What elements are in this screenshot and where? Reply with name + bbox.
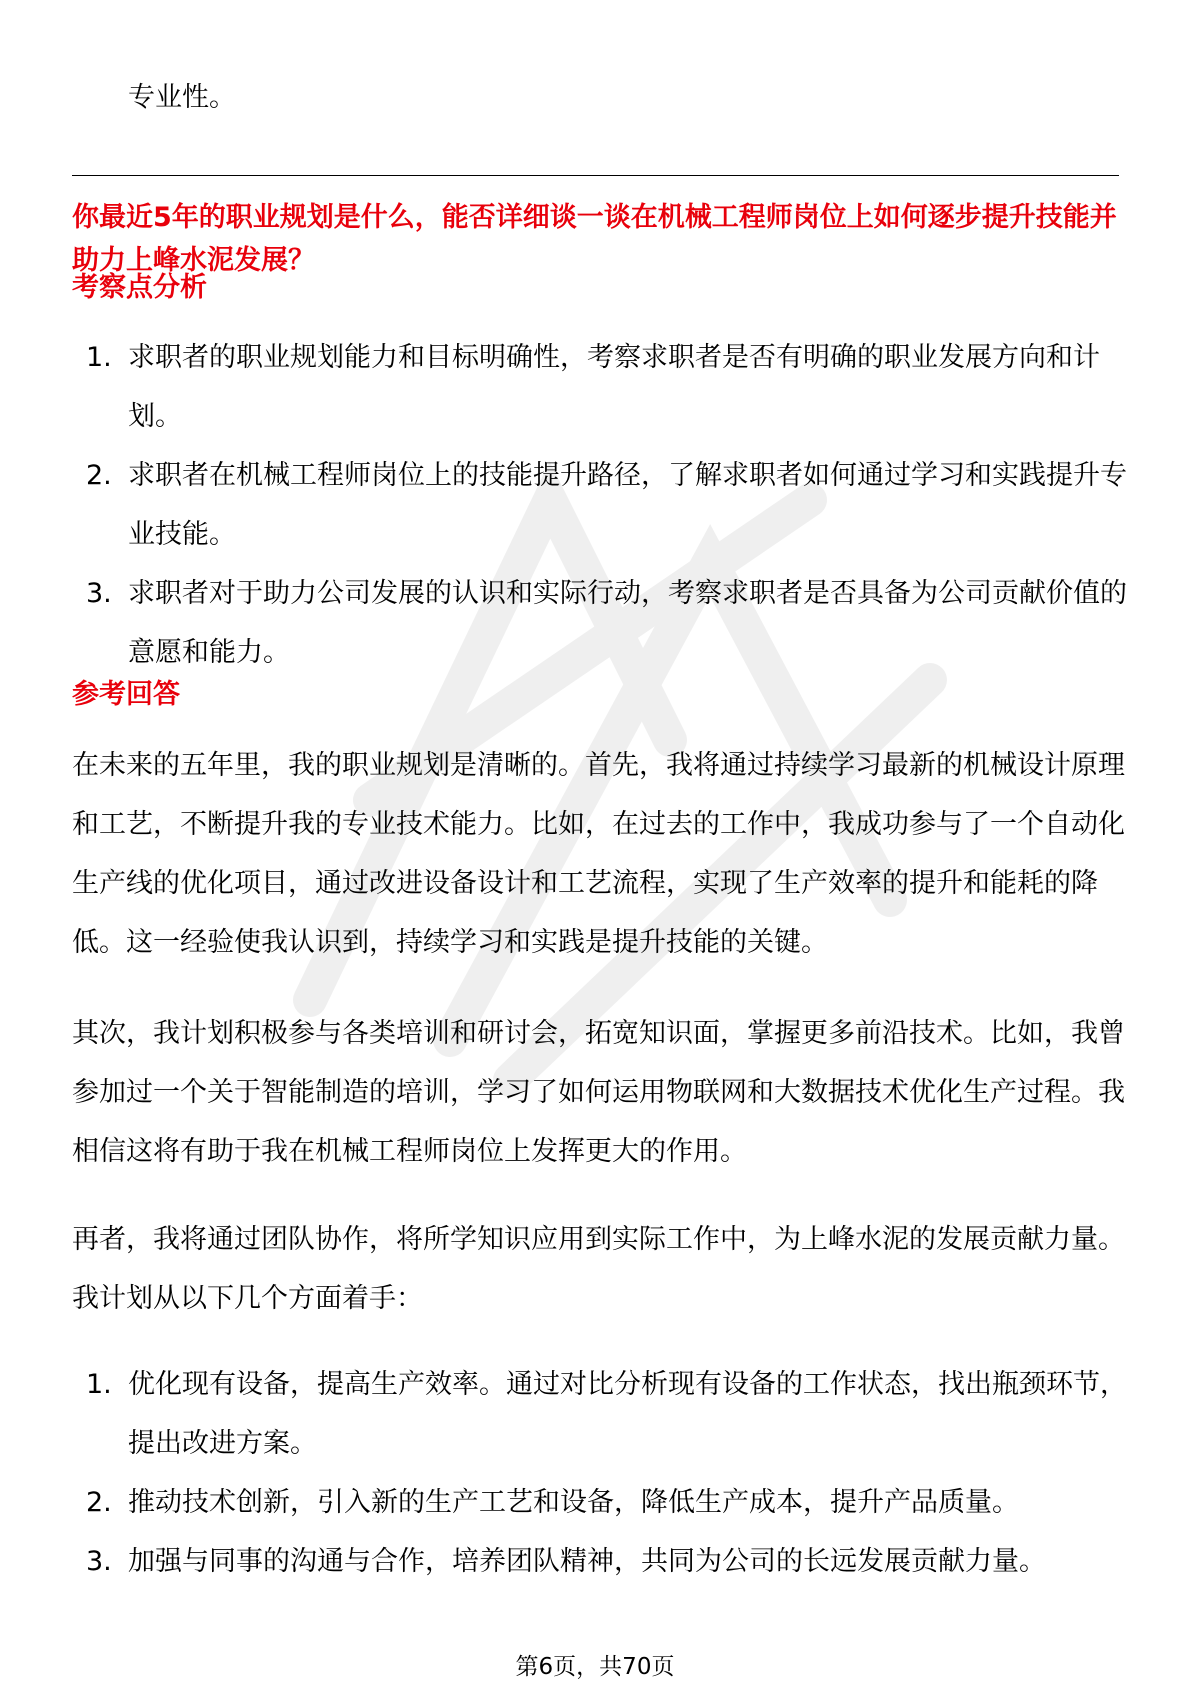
list-item: 1. 求职者的职业规划能力和目标明确性，考察求职者是否有明确的职业发展方向和计划。 bbox=[86, 342, 1100, 432]
list-item: 1. 优化现有设备，提高生产效率。通过对比分析现有设备的工作状态，找出瓶颈环节，提出改进方案。 bbox=[86, 1369, 1127, 1459]
list-item: 3. 加强与同事的沟通与合作，培养团队精神，共同为公司的长远发展贡献力量。 bbox=[86, 1546, 1046, 1577]
section-divider bbox=[72, 175, 1119, 176]
page-footer: 第6页，共70页 bbox=[515, 1654, 675, 1680]
list-item: 3. 求职者对于助力公司发展的认识和实际行动，考察求职者是否具备为公司贡献价值的意愿和能力。 bbox=[86, 578, 1127, 668]
answer-paragraph: 其次，我计划积极参与各类培训和研讨会，拓宽知识面，掌握更多前沿技术。比如，我曾参加过一个关于智能制造的培训，学习了如何运用物联网和大数据技术优化生产过程。我相信这将有助于我在机械工程师岗位上发挥更大的作用。 bbox=[72, 1018, 1125, 1167]
interview-question: 你最近5年的职业规划是什么，能否详细谈一谈在机械工程师岗位上如何逐步提升技能并助力上峰水泥发展？ bbox=[72, 202, 1117, 276]
continued-text: 专业性。 bbox=[128, 82, 236, 113]
answer-list bbox=[72, 1355, 1132, 1591]
answer-paragraph: 再者，我将通过团队协作，将所学知识应用到实际工作中，为上峰水泥的发展贡献力量。我计划从以下几个方面着手： bbox=[72, 1224, 1125, 1314]
analysis-heading: 考察点分析 bbox=[72, 272, 207, 303]
answer-paragraph: 在未来的五年里，我的职业规划是清晰的。首先，我将通过持续学习最新的机械设计原理和工艺，不断提升我的专业技术能力。比如，在过去的工作中，我成功参与了一个自动化生产线的优化项目，通过改进设备设计和工艺流程，实现了生产效率的提升和能耗的降低。这一经验使我认识到，持续学习和实践是提升技能的关键。 bbox=[72, 750, 1125, 958]
list-item: 2. 推动技术创新，引入新的生产工艺和设备，降低生产成本，提升产品质量。 bbox=[86, 1487, 1019, 1518]
analysis-list bbox=[72, 328, 1132, 682]
list-item: 2. 求职者在机械工程师岗位上的技能提升路径，了解求职者如何通过学习和实践提升专业技能。 bbox=[86, 460, 1127, 550]
answer-heading: 参考回答 bbox=[72, 679, 180, 710]
